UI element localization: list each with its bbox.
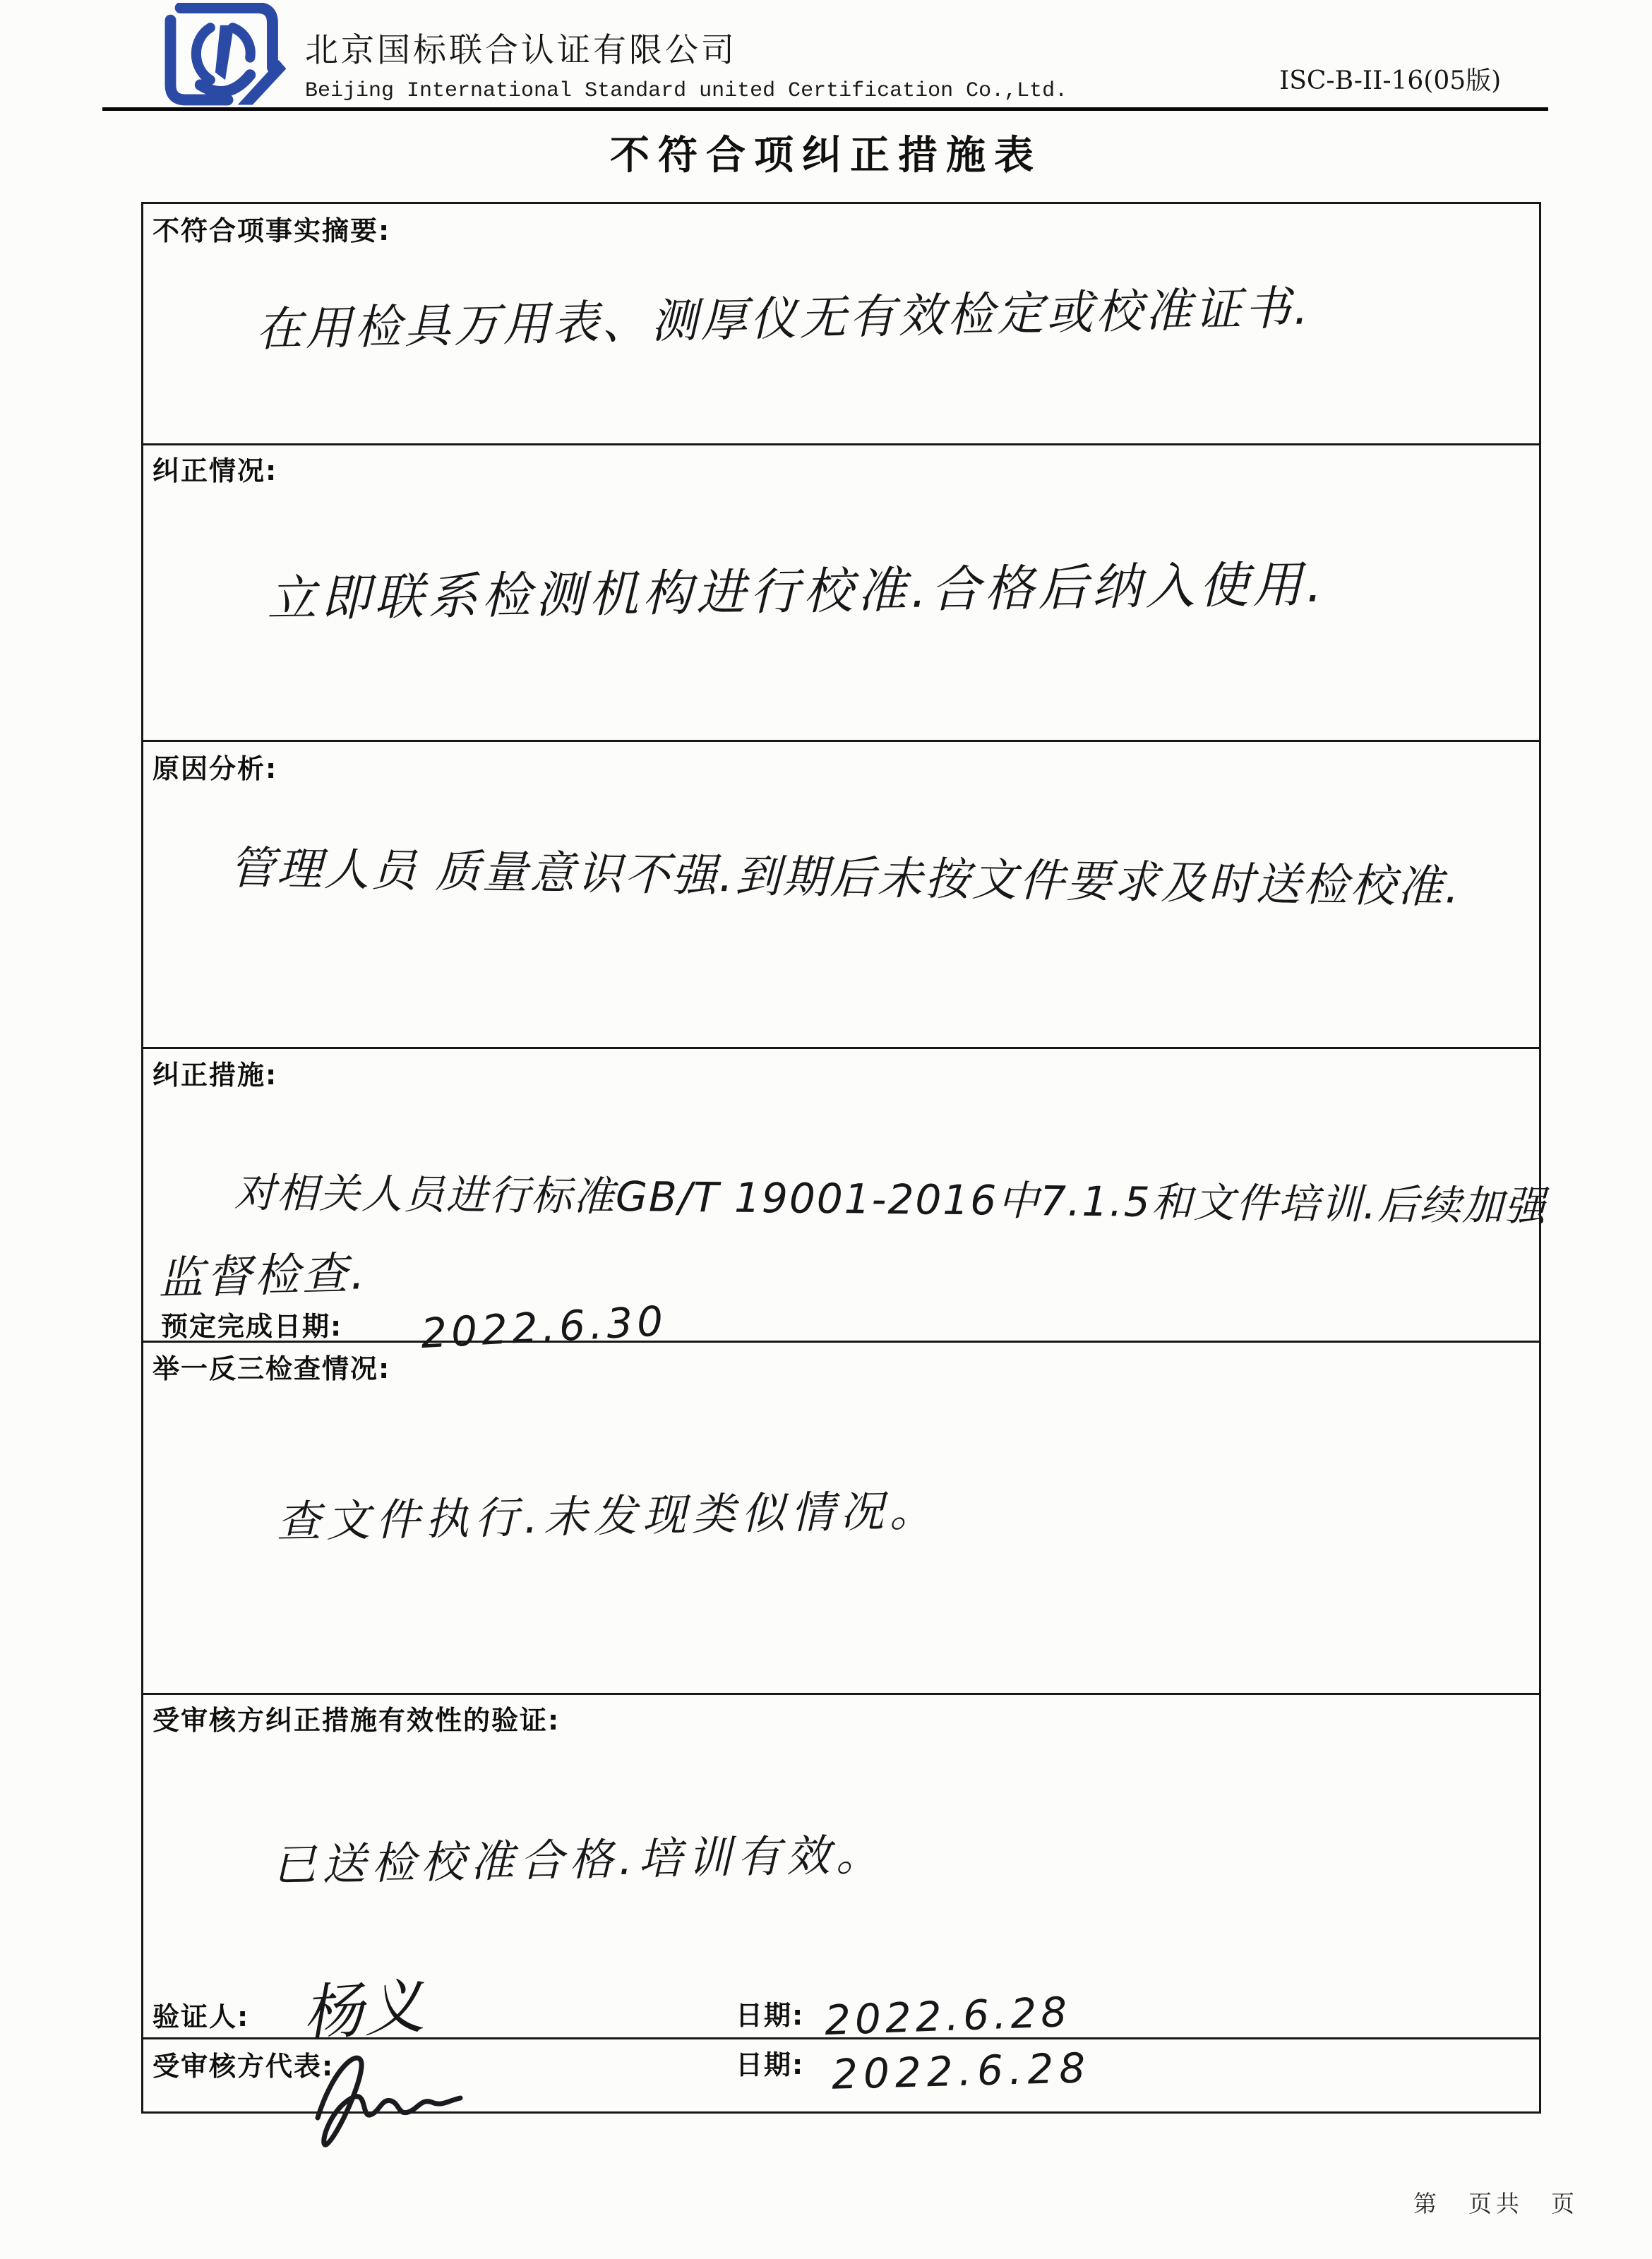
verifier-label: 验证人:	[152, 2001, 250, 2032]
representative-date-label: 日期:	[736, 2049, 805, 2080]
measures-label: 纠正措施:	[152, 1060, 278, 1091]
correction-handwriting: 立即联系检测机构进行校准.合格后纳入使用.	[266, 555, 1327, 628]
verification-label: 受审核方纠正措施有效性的验证:	[152, 1705, 561, 1736]
summary-label: 不符合项事实摘要:	[152, 215, 391, 246]
company-logo-icon	[162, 3, 288, 107]
header-divider	[102, 107, 1548, 111]
row-divider-2	[143, 740, 1540, 742]
company-name-cn: 北京国标联合认证有限公司	[305, 31, 737, 70]
planned-date-handwriting: 2022.6.30	[419, 1296, 669, 1358]
representative-signature	[297, 2033, 529, 2153]
inference-check-label: 举一反三检查情况:	[152, 1353, 391, 1384]
verifier-date-handwriting: 2022.6.28	[823, 1987, 1072, 2045]
company-name-en: Beijing International Standard united Certification Co.,Ltd.	[305, 79, 1068, 103]
planned-date-label: 预定完成日期:	[161, 1311, 343, 1342]
cause-label: 原因分析:	[152, 753, 278, 784]
row-divider-4	[143, 1341, 1540, 1343]
verifier-signature: 杨义	[300, 1971, 426, 2050]
row-divider-3	[143, 1047, 1540, 1049]
measures-handwriting-line2: 监督检查.	[157, 1247, 369, 1305]
row-divider-1	[143, 443, 1540, 445]
correction-label: 纠正情况:	[152, 455, 278, 486]
cause-handwriting: 管理人员 质量意识不强.到期后未按文件要求及时送检校准.	[229, 842, 1462, 914]
form-code: ISC-B-II-16(05版)	[1279, 66, 1502, 95]
representative-label: 受审核方代表:	[152, 2051, 335, 2082]
verifier-date-label: 日期:	[736, 2000, 805, 2031]
row-divider-5	[143, 1693, 1540, 1695]
measures-handwriting-line1: 对相关人员进行标准GB/T 19001-2016中7.1.5和文件培训.后续加强	[234, 1168, 1548, 1230]
verification-handwriting: 已送检校准合格.培训有效。	[272, 1828, 886, 1891]
inference-check-handwriting: 查文件执行.未发现类似情况。	[276, 1484, 940, 1548]
page-title: 不符合项纠正措施表	[610, 133, 1042, 179]
representative-date-handwriting: 2022.6.28	[831, 2044, 1092, 2099]
page-number-text: 第 页共 页	[1413, 2190, 1579, 2217]
summary-handwriting: 在用检具万用表、测厚仪无有效检定或校准证书.	[255, 280, 1312, 357]
